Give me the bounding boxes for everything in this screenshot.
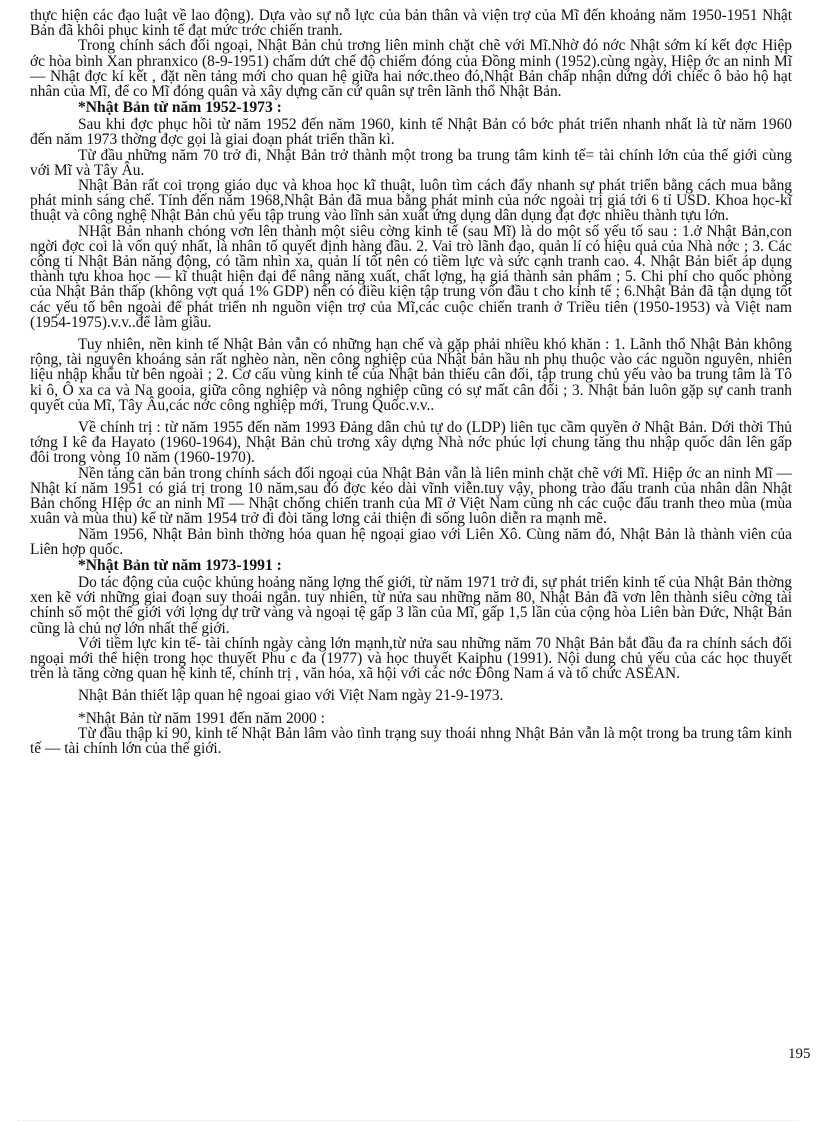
paragraph-soviet-relations: Năm 1956, Nhật Bản bình thờng hóa quan hệ ngoại giao với Liên Xô. Cùng năm đó, Nhật Bản là thành viên của Liên hợp quốc. <box>30 525 792 558</box>
paragraph-1990s-recession: Từ đầu thập kỉ 90, kinh tế Nhật Bản lâm vào tình trạng suy thoái nhng Nhật Bản vẫn là một trong ba trung tâm kinh tế — tài chính lớn của thế giới. <box>30 724 792 757</box>
paragraph-foreign-policy-1951: Trong chính sách đối ngoại, Nhật Bản chủ trơng liên minh chặt chẽ với Mĩ.Nhờ đó nớc Nhật sớm kí kết đợc Hiệp ớc hòa bình Xan phranxico (8-9-1951) chấm dứt chế độ chiếm đóng của Đồng minh (1952).cùng ngày, Hiệp ớc an ninh Mĩ — Nhật đợc kí kết , đặt nền tảng mới cho quan hệ giữa hai nớc.theo đó,Nhật Bản chấp nhận dứng dới chiếc ô bảo hộ hạt nhân của Mĩ, để co Mĩ đóng quân và xây dựng căn cứ quân sự trên lãnh thổ Nhật Bản. <box>30 37 792 101</box>
document-page <box>30 8 792 756</box>
paragraph-fukuda-doctrine: Với tiềm lực kin tế- tài chính ngày càng lớn mạnh,từ nửa sau những năm 70 Nhật Bản bắt đầu đa ra chính sách đối ngoại mới thể hiện trong học thuyết Phu c đa (1977) và học thuyết Kaiphu (1991). Nội dung chủ yếu của các học thuyết trên là tăng cờng quan hệ kinh tế, chính trị , văn hóa, xã hội với các nớc Đông Nam á và tổ chức ASEAN. <box>30 634 792 683</box>
paragraph-growth-factors: NHật Bản nhanh chóng vơn lên thành một siêu cờng kinh tế (sau Mĩ) là do một số yếu tố sau : 1.ở Nhật Bản,con ngời đợc coi là vốn quý nhất, là nhân tố quyết định hàng đầu. 2. Vai trò lãnh đạo, quản lí có hiệu quả của Nhà nớc ; 3. Các công ti Nhật Bản năng động, có tầm nhìn xa, quản lí tốt nên có tiềm lực và sức cạnh tranh cao. 4. Nhật Bản biết áp dụng thành tựu khoa học — kĩ thuật hiện đại để nâng năng xuất, chất lợng, hạ giá thành sản phẩm ; 5. Chi phí cho quốc phòng của Nhật Bản thấp (không vợt quá 1% GDP) nên có điều kiện tập trung vốn đầu t cho kinh tế ; 6.Nhật Bản đã tận dụng tốt các yếu tố bên ngoài để phát triển nh nguồn viện trợ của Mĩ,các cuộc chiến tranh ở Triều tiên (1950-1953) và Việt nam (1954-1975).v.v..để làm giầu. <box>30 222 792 331</box>
paragraph-politics: Về chính trị : từ năm 1955 đến năm 1993 Đảng dân chủ tự do (LDP) liên tục cầm quyền ở Nhật Bản. Dới thời Thủ tớng I kê đa Hayato (1960-1964), Nhật Bản chủ trơng xây dựng Nhà nớc phúc lợi chung tăng thu nhập quốc dân lên gấp đôi trong vòng 10 năm (1960-1970). <box>30 419 792 467</box>
paragraph-intro-continuation: thực hiện các đạo luật về lao động). Dựa vào sự nỗ lực của bản thân và viện trợ của Mĩ đến khoảng năm 1950-1951 Nhật Bản đã khôi phục kinh tế đạt mức trớc chiến tranh. <box>30 7 792 40</box>
bottom-divider <box>18 1120 798 1122</box>
section-heading-1973-1991: *Nhật Bản từ năm 1973-1991 : <box>78 556 282 574</box>
section-heading-1952-1973: *Nhật Bản từ năm 1952-1973 : <box>78 99 282 117</box>
section-heading-1991-2000: *Nhật Bản từ năm 1991 đến năm 2000 : <box>78 709 325 727</box>
paragraph-limitations: Tuy nhiên, nền kinh tế Nhật Bản vẫn có những hạn chế và gặp phải nhiều khó khăn : 1. Lãnh thổ Nhật Bản không rộng, tài nguyên khoáng sản rất nghèo nàn, nền công nghiệp của Nhật bản hầu nh phụ thuộc vào các nguồn nguyên, nhiên liệu nhập khẩu từ bên ngoài ; 2. Cơ cấu vùng kinh tế của Nhật bản thiếu cân đối, tập trung chủ yếu vào ba trung tâm là Tô ki ô, Ô xa ca và Na gooia, giữa công nghiệp và nông nghiệp cũng có sự mất cân đối ; 3. Nhật bản luôn gặp sự canh tranh quyết của Mĩ, Tây Âu,các nớc công nghiệp mới, Trung Quốc.v.v.. <box>30 336 792 414</box>
paragraph-economic-recovery: Sau khi đợc phục hồi từ năm 1952 đến năm 1960, kinh tế Nhật Bản có bớc phát triển nhanh nhất là từ năm 1960 đến năm 1973 thờng đợc gọi là giai đoạn phát triển thần kì. <box>30 116 792 149</box>
paragraph-vietnam-relations: Nhật Bản thiết lập quan hệ ngoai giao với Việt Nam ngày 21-9-1973. <box>78 687 504 705</box>
page-number: 195 <box>788 1046 811 1062</box>
paragraph-alliance-with-us: Nền tảng căn bản trong chính sách đối ngoại của Nhật Bản vẫn là liên minh chặt chẽ với Mĩ. Hiệp ớc an ninh Mĩ — Nhật kí năm 1951 có giá trị trong 10 năm,sau đó đợc kéo dài vĩnh viễn.tuy vậy, phong trào đấu tranh của nhân dân Nhật Bản chống HIệp ớc an ninh Mĩ — Nhật chống chiến tranh của Mĩ ở Việt Nam cũng nh các cuộc đấu tranh theo mùa (mùa xuân và mùa thu) kể từ năm 1954 trở đi đòi tăng lơng cải thiện đi sống luôn diễn ra mạnh mẽ. <box>30 464 792 528</box>
paragraph-financial-center: Từ đầu những năm 70 trở đi, Nhật Bản trở thành một trong ba trung tâm kinh tế= tài chính lớn của thế giới cùng với Mĩ và Tây Âu. <box>30 146 792 179</box>
paragraph-energy-crisis: Do tác động của cuộc khủng hoảng năng lợng thế giới, từ năm 1971 trở đi, sự phát triển kinh tế của Nhật Bản thờng xen kẽ với những giai đoạn suy thoái ngắn. tuy nhiên, từ nửa sau những năm 80, Nhật Bản đã vơn lên thành siêu cờng tài chính số một thế giới với lợng dự trữ vàng và ngoại tệ gấp 3 lần của Mĩ, gấp 1,5 lần của cộng hòa Liên bàn Đức, Nhật Bản cũng là chủ nợ lớn nhất thế giới. <box>30 573 792 637</box>
paragraph-science-technology: Nhật Bản rất coi trọng giáo dục và khoa học kĩ thuật, luôn tìm cách đẩy nhanh sự phát triển bằng cách mua bằng phát minh sáng chế. Tính đến năm 1968,Nhật Bản đã mua bằng phát minh của nớc ngoài trị giá tới 6 tỉ USD. Khoa học-kĩ thuật và công nghệ Nhật Bản chủ yếu tập trung vào lĩnh sản xuất ứng dụng dân dụng đạt đợc nhiều thành tựu lớn. <box>30 177 792 225</box>
